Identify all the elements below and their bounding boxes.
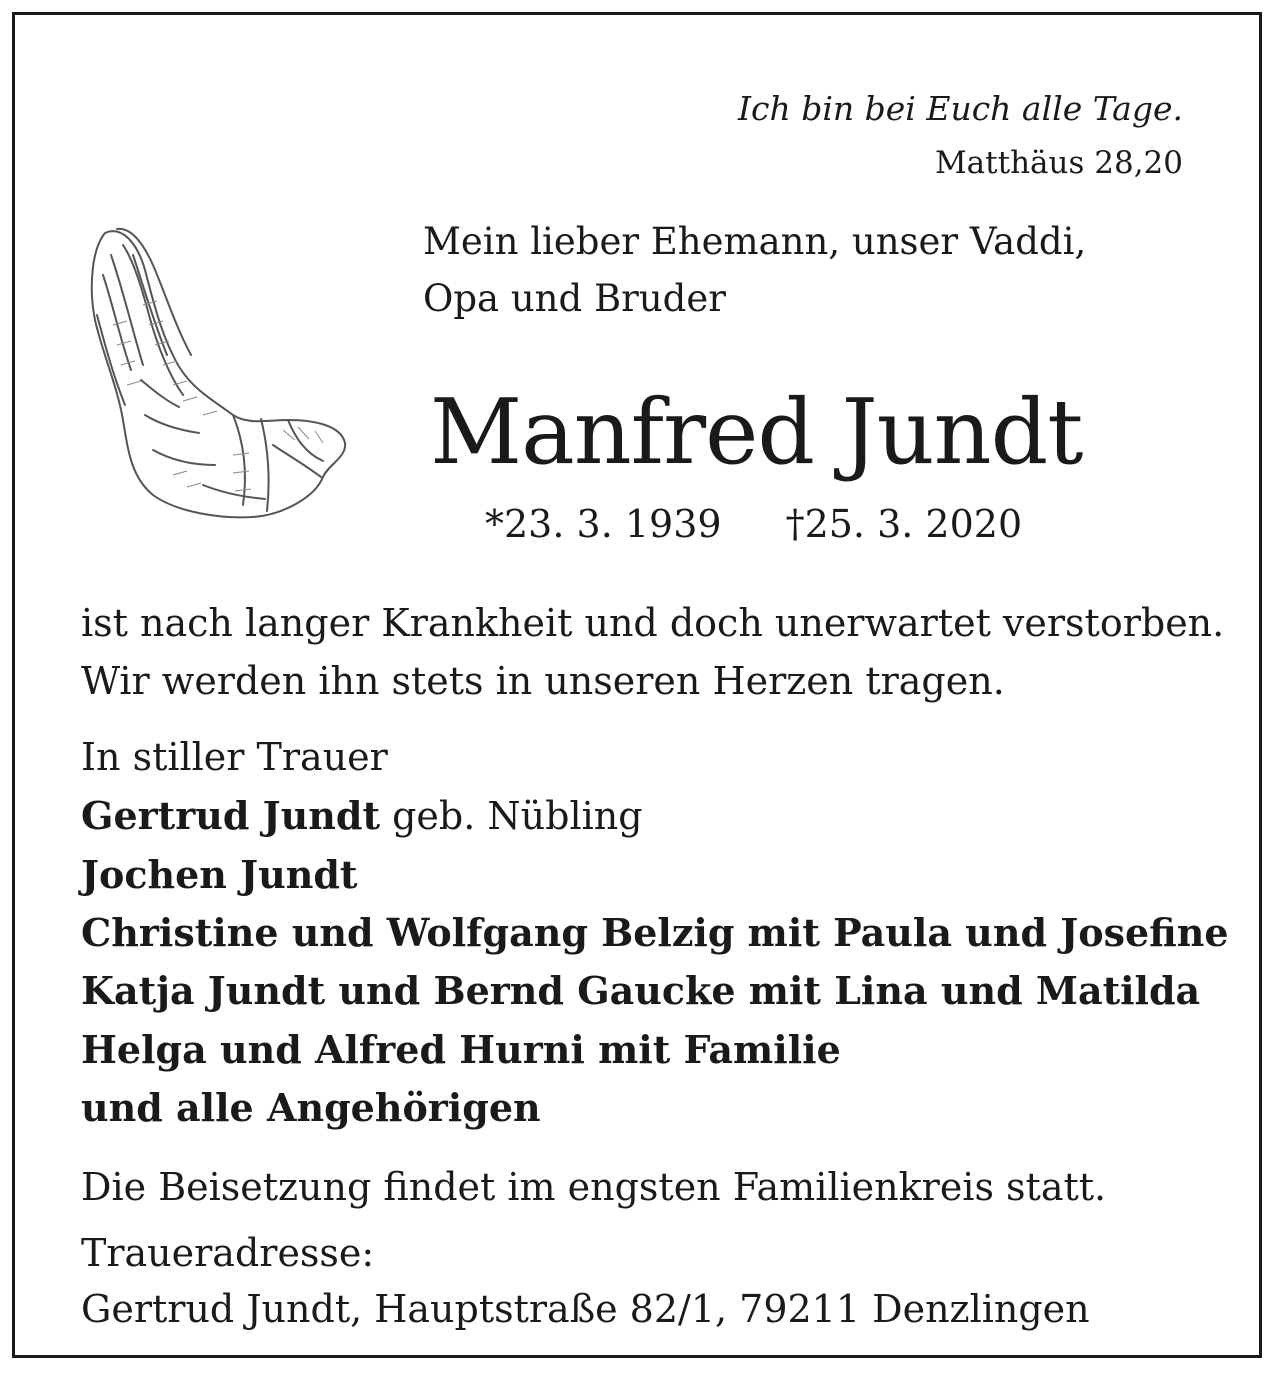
- life-dates: [485, 502, 1022, 546]
- widow-maiden-name: geb. Nübling: [380, 794, 643, 838]
- message-line-1: ist nach langer Krankheit und doch unerwartet verstorben.: [81, 601, 1225, 645]
- message-line-2: Wir werden ihn stets in unseren Herzen tragen.: [81, 659, 1005, 703]
- deceased-name: Manfred Jundt: [430, 380, 1083, 485]
- bible-verse: Ich bin bei Euch alle Tage.: [737, 89, 1183, 128]
- mourner-name: Helga und Alfred Hurni mit Familie: [81, 1027, 841, 1072]
- obituary-notice: [12, 12, 1262, 1358]
- address-label: Traueradresse:: [81, 1231, 375, 1275]
- mourner-name: Katja Jundt und Bernd Gaucke mit Lina und Matilda: [81, 968, 1201, 1013]
- bible-verse-reference: Matthäus 28,20: [934, 145, 1183, 181]
- address-value: Gertrud Jundt, Hauptstraße 82/1, 79211 Denzlingen: [81, 1287, 1090, 1331]
- birth-date: *23. 3. 1939: [485, 502, 722, 546]
- mourner-name: Christine und Wolfgang Belzig mit Paula und Josefine: [81, 910, 1229, 955]
- funeral-note: Die Beisetzung findet im engsten Familienkreis statt.: [81, 1165, 1107, 1209]
- mourners-heading: In stiller Trauer: [81, 735, 388, 779]
- mourner-name: Jochen Jundt: [81, 852, 358, 897]
- mourner-widow: [81, 793, 643, 838]
- mourner-name: und alle Angehörigen: [81, 1085, 541, 1130]
- praying-hands-icon: [83, 215, 353, 525]
- intro-line-2: Opa und Bruder: [423, 277, 726, 320]
- intro-line-1: Mein lieber Ehemann, unser Vaddi,: [423, 220, 1087, 263]
- widow-name: Gertrud Jundt: [81, 793, 381, 838]
- death-date: †25. 3. 2020: [785, 502, 1023, 546]
